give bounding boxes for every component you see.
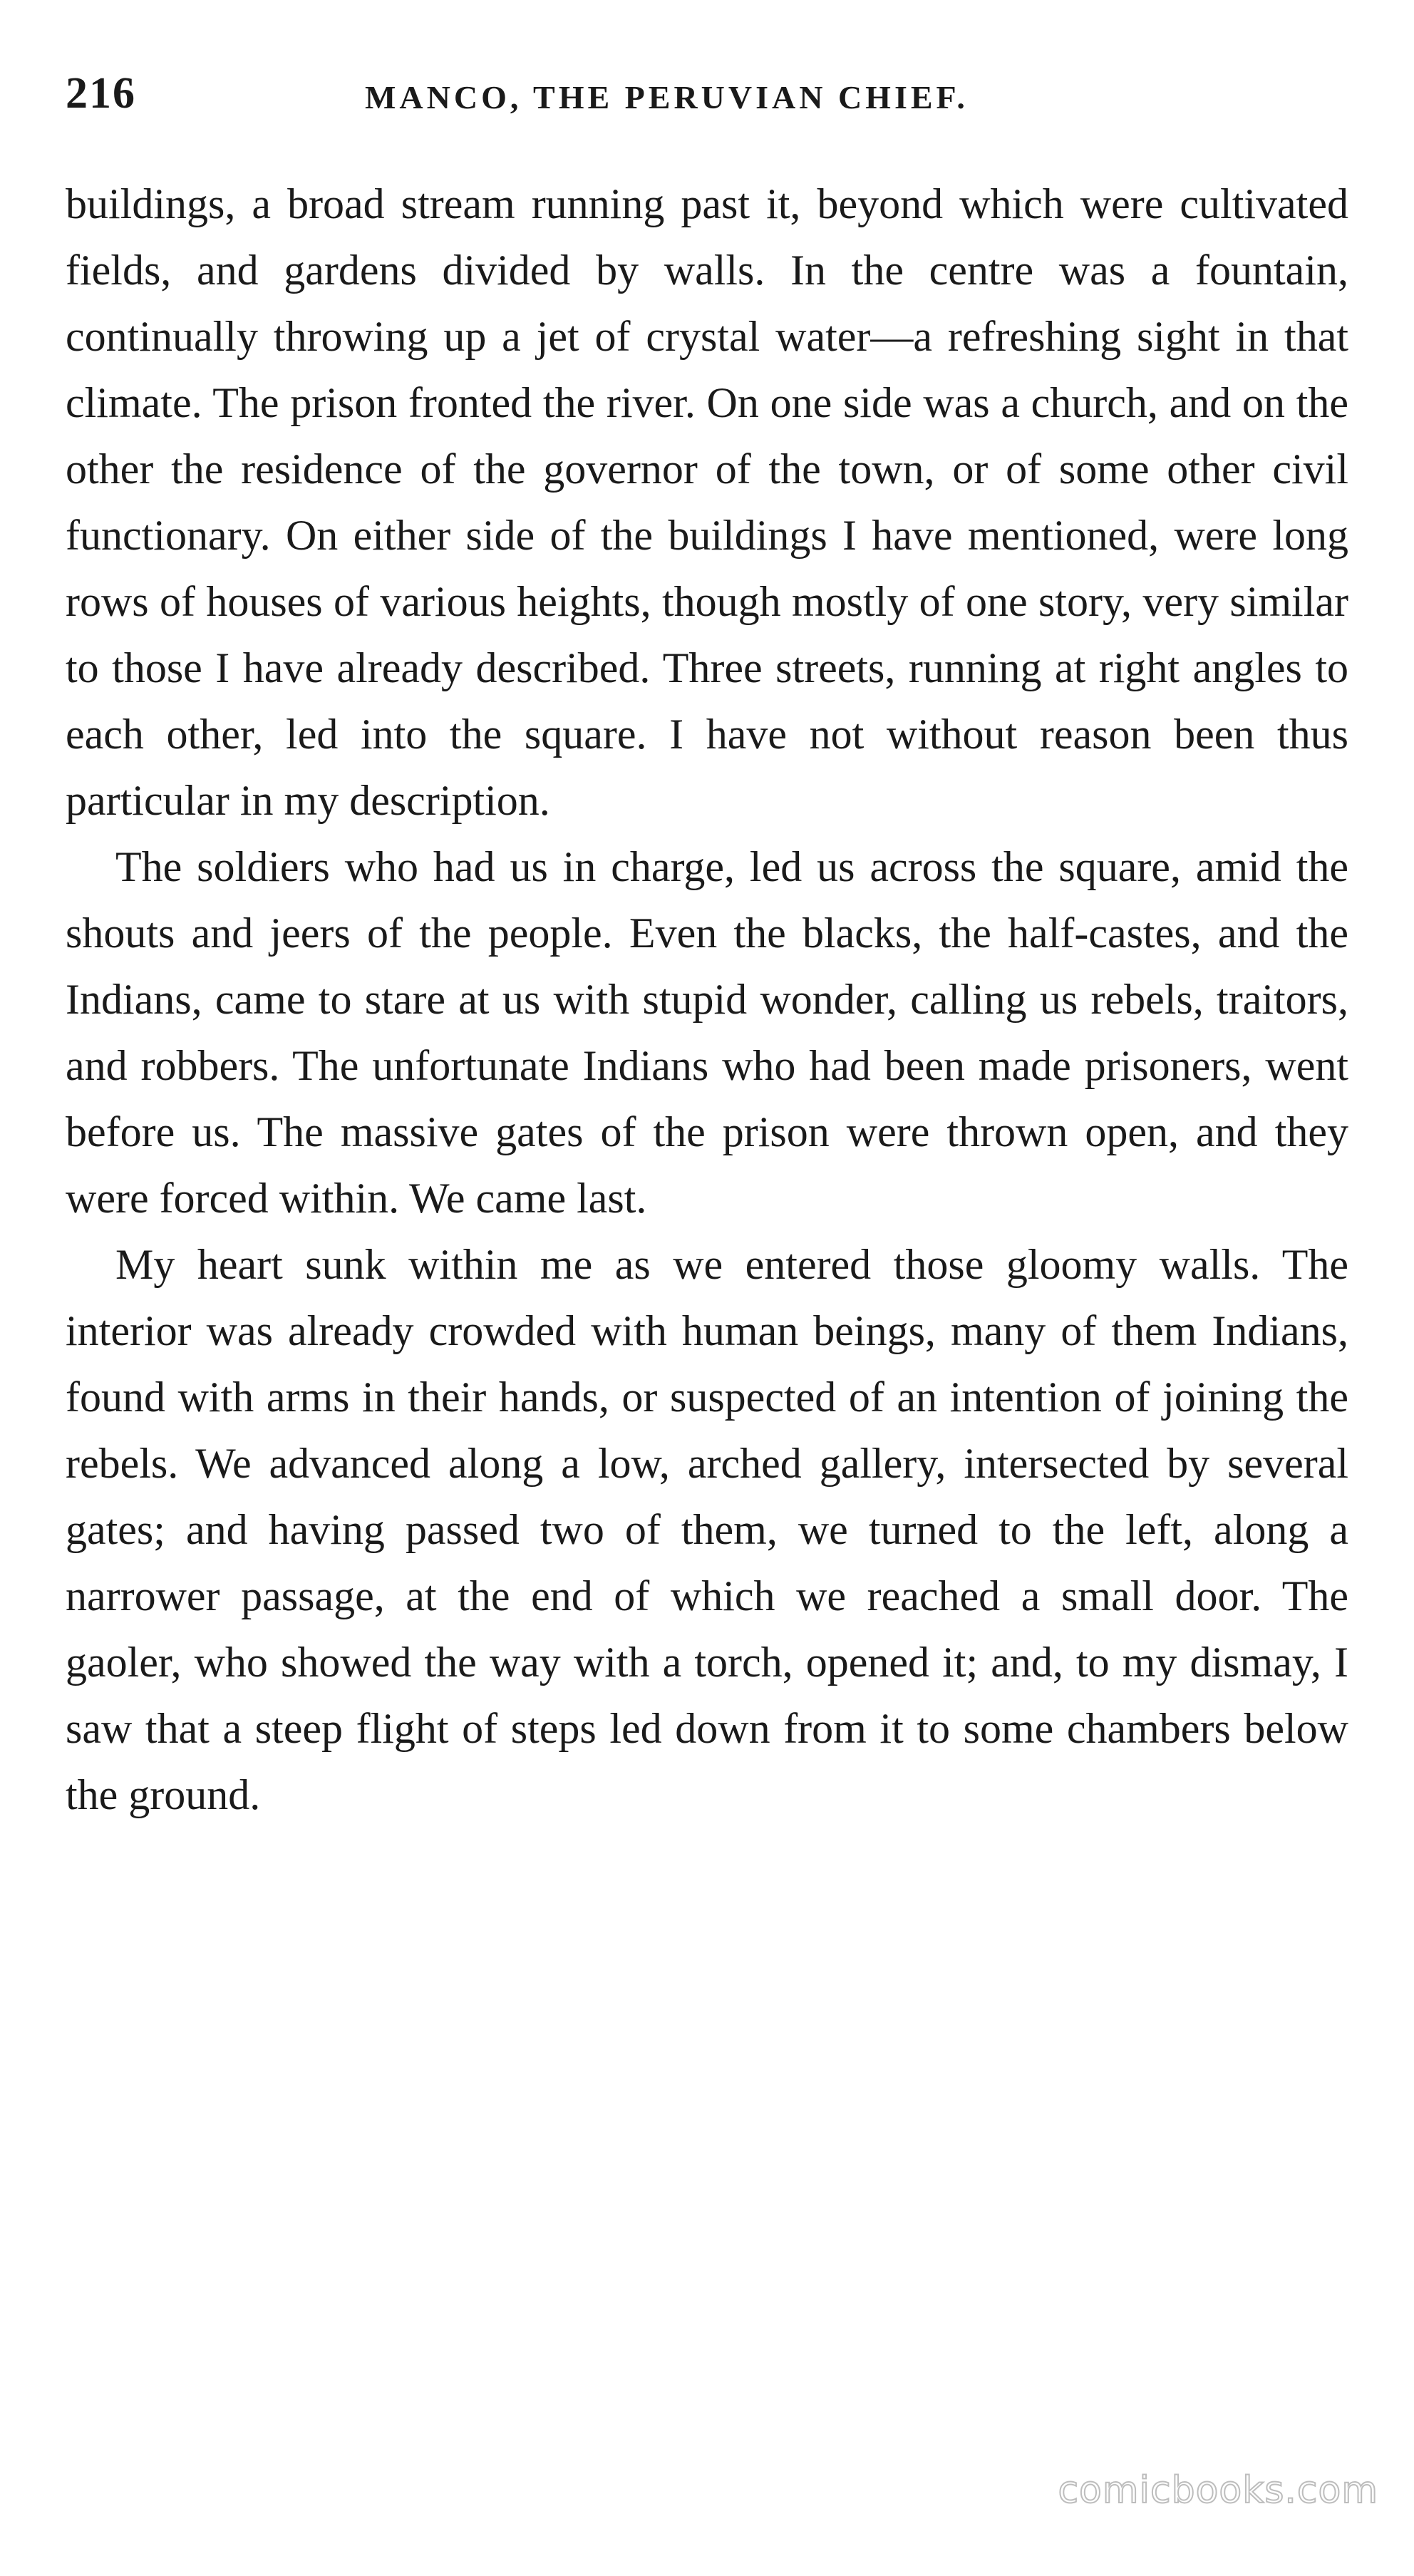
running-title: MANCO, THE PERUVIAN CHIEF.: [365, 79, 969, 115]
paragraph-continued: buildings, a broad stream running past it, beyond which were cultivated fields, and gardens divided by walls. In the centre was a fountain, continually throwing up a jet of crystal water—a refreshing sight in that climate. The prison fronted the river. On one side was a church, and on the other the residence of the governor of the town, or of some other civil functionary. On either side of the buildings I have mentioned, were long rows of houses of various heights, though mostly of one story, very similar to those I have already described. Three streets, running at right angles to each other, led into the square. I have not without reason been thus particular in my description.: [66, 180, 1348, 824]
paragraph-prison: My heart sunk within me as we entered those gloomy walls. The interior was already crowded with human beings, many of them Indians, found with arms in their hands, or suspected of an intention of joining the rebels. We advanced along a low, arched gallery, intersected by several gates; and having passed two of them, we turned to the left, along a narrower passage, at the end of which we reached a small door. The gaoler, who showed the way with a torch, opened it; and, to my dismay, I saw that a steep flight of steps led down from it to some chambers below the ground.: [66, 1241, 1348, 1818]
page-header: [66, 68, 1348, 133]
paragraph-soldiers: The soldiers who had us in charge, led us across the square, amid the shouts and jeers of the people. Even the blacks, the half-castes, and the Indians, came to stare at us with stupid wonder, calling us rebels, traitors, and robbers. The unfortunate Indians who had been made prisoners, went before us. The massive gates of the prison were thrown open, and they were forced within. We came last.: [66, 843, 1348, 1222]
body-text: [66, 171, 1348, 1828]
watermark: comicbooks.com: [1058, 2469, 1378, 2512]
page-number: 216: [66, 69, 136, 118]
